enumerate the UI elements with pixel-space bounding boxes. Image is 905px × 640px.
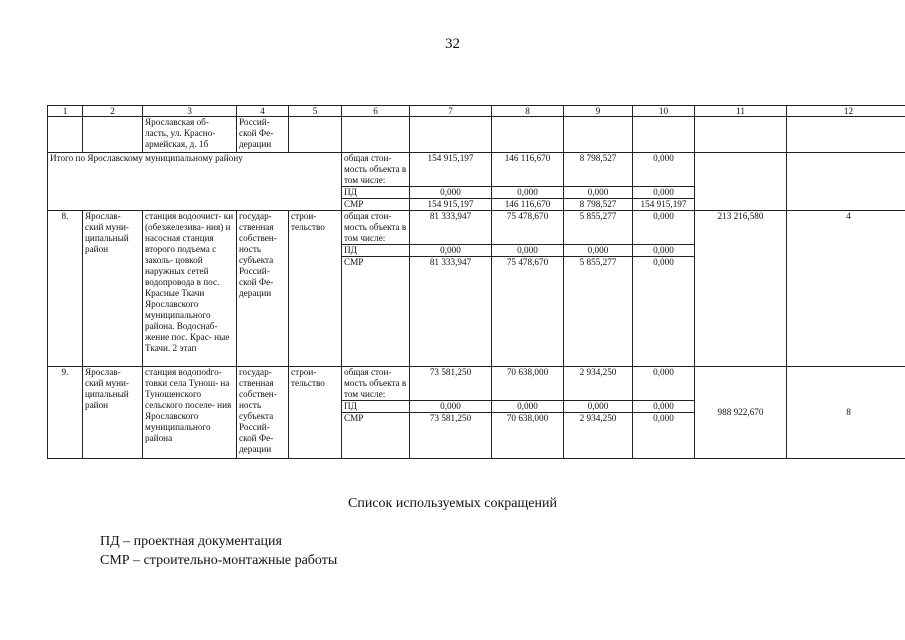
col-num: 12 xyxy=(787,106,905,117)
total-label: Итого по Ярославскому муниципальному району xyxy=(48,153,342,211)
col-num: 7 xyxy=(410,106,492,117)
value-cell: 81 333,947 xyxy=(410,257,492,367)
value-cell: 0,000 xyxy=(633,211,695,245)
row-9-general xyxy=(48,367,905,401)
value-cell: 146 116,670 xyxy=(492,199,564,211)
row-8-general xyxy=(48,211,905,245)
smr-label: СМР xyxy=(342,413,410,459)
value-cell: 0,000 xyxy=(633,153,695,187)
col-12-value: 8 xyxy=(787,367,905,459)
value-cell: 70 638,000 xyxy=(492,413,564,459)
col-12-value: 4 xyxy=(787,211,905,367)
value-cell: 154 915,197 xyxy=(410,153,492,187)
col-num: 3 xyxy=(143,106,237,117)
value-cell: 154 915,197 xyxy=(633,199,695,211)
value-cell: 70 638,000 xyxy=(492,367,564,401)
value-cell: 73 581,250 xyxy=(410,413,492,459)
value-cell: 81 333,947 xyxy=(410,211,492,245)
object-address: Ярославская об- ласть, ул. Красно- армейская, д. 1б xyxy=(143,117,237,153)
ownership-cont: Россий- ской Фе- дерации xyxy=(237,117,289,153)
value-cell: 0,000 xyxy=(410,401,492,413)
total-row-general xyxy=(48,153,905,187)
district: Ярослав- ский муни- ципальный район xyxy=(83,367,143,459)
value-cell: 0,000 xyxy=(633,413,695,459)
pd-label: ПД xyxy=(342,245,410,257)
value-cell: 0,000 xyxy=(410,187,492,199)
investment-table xyxy=(47,105,905,459)
abbreviation-item: СМР – строительно-монтажные работы xyxy=(100,553,338,568)
continuation-row xyxy=(48,117,905,153)
column-number-row xyxy=(48,106,905,117)
value-cell: 0,000 xyxy=(564,187,633,199)
col-num: 6 xyxy=(342,106,410,117)
value-cell: 154 915,197 xyxy=(410,199,492,211)
general-cost-label: общая стои- мость объекта в том числе: xyxy=(342,367,410,401)
value-cell: 8 798,527 xyxy=(564,153,633,187)
pd-label: ПД xyxy=(342,187,410,199)
construction-type: строи- тельство xyxy=(289,367,342,459)
district: Ярослав- ский муни- ципальный район xyxy=(83,211,143,367)
col-num: 10 xyxy=(633,106,695,117)
value-cell: 73 581,250 xyxy=(410,367,492,401)
value-cell: 5 855,277 xyxy=(564,257,633,367)
general-cost-label: общая стои- мость объекта в том числе: xyxy=(342,153,410,187)
pd-label: ПД xyxy=(342,401,410,413)
col-num: 5 xyxy=(289,106,342,117)
value-cell: 0,000 xyxy=(633,245,695,257)
col-num: 4 xyxy=(237,106,289,117)
smr-label: СМР xyxy=(342,199,410,211)
abbreviations-list xyxy=(100,532,337,570)
row-number: 8. xyxy=(48,211,83,367)
abbreviations-title: Список используемых сокращений xyxy=(348,496,557,511)
col-num: 9 xyxy=(564,106,633,117)
col-num: 8 xyxy=(492,106,564,117)
object-name: станция водоочист- ки (обезжелезива- ния) и насосная станция второго подъема с заколь- цовкой наружных сетей водопровода в пос. Красные Ткачи Ярославского муниципального района. Водоснаб- жение пос. Крас- ные Ткачи. 2 этап xyxy=(143,211,237,367)
value-cell: 0,000 xyxy=(492,401,564,413)
smr-label: СМР xyxy=(342,257,410,367)
value-cell: 146 116,670 xyxy=(492,153,564,187)
ownership: государ- ственная собствен- ность субъекта Россий- ской Фе- дерации xyxy=(237,367,289,459)
value-cell: 0,000 xyxy=(633,257,695,367)
col-num: 2 xyxy=(83,106,143,117)
col-11-value: 988 922,670 xyxy=(695,367,787,459)
col-num: 11 xyxy=(695,106,787,117)
value-cell: 75 478,670 xyxy=(492,211,564,245)
col-11-value: 213 216,580 xyxy=(695,211,787,367)
object-name: станция водопodго- товки села Тунош- на Туношенского сельского поселе- ния Ярославского муниципального района xyxy=(143,367,237,459)
value-cell: 5 855,277 xyxy=(564,211,633,245)
value-cell: 0,000 xyxy=(564,245,633,257)
value-cell: 0,000 xyxy=(492,187,564,199)
abbreviation-item: ПД – проектная документация xyxy=(100,534,282,549)
ownership: государ- ственная собствен- ность субъекта Россий- ской Фе- дерации xyxy=(237,211,289,367)
value-cell: 0,000 xyxy=(633,401,695,413)
construction-type: строи- тельство xyxy=(289,211,342,367)
row-number: 9. xyxy=(48,367,83,459)
value-cell: 0,000 xyxy=(633,187,695,199)
value-cell: 0,000 xyxy=(564,401,633,413)
col-num: 1 xyxy=(48,106,83,117)
value-cell: 0,000 xyxy=(633,367,695,401)
value-cell: 75 478,670 xyxy=(492,257,564,367)
general-cost-label: общая стои- мость объекта в том числе: xyxy=(342,211,410,245)
page-number: 32 xyxy=(445,36,460,52)
value-cell: 2 934,250 xyxy=(564,367,633,401)
value-cell: 8 798,527 xyxy=(564,199,633,211)
value-cell: 0,000 xyxy=(492,245,564,257)
value-cell: 0,000 xyxy=(410,245,492,257)
value-cell: 2 934,250 xyxy=(564,413,633,459)
